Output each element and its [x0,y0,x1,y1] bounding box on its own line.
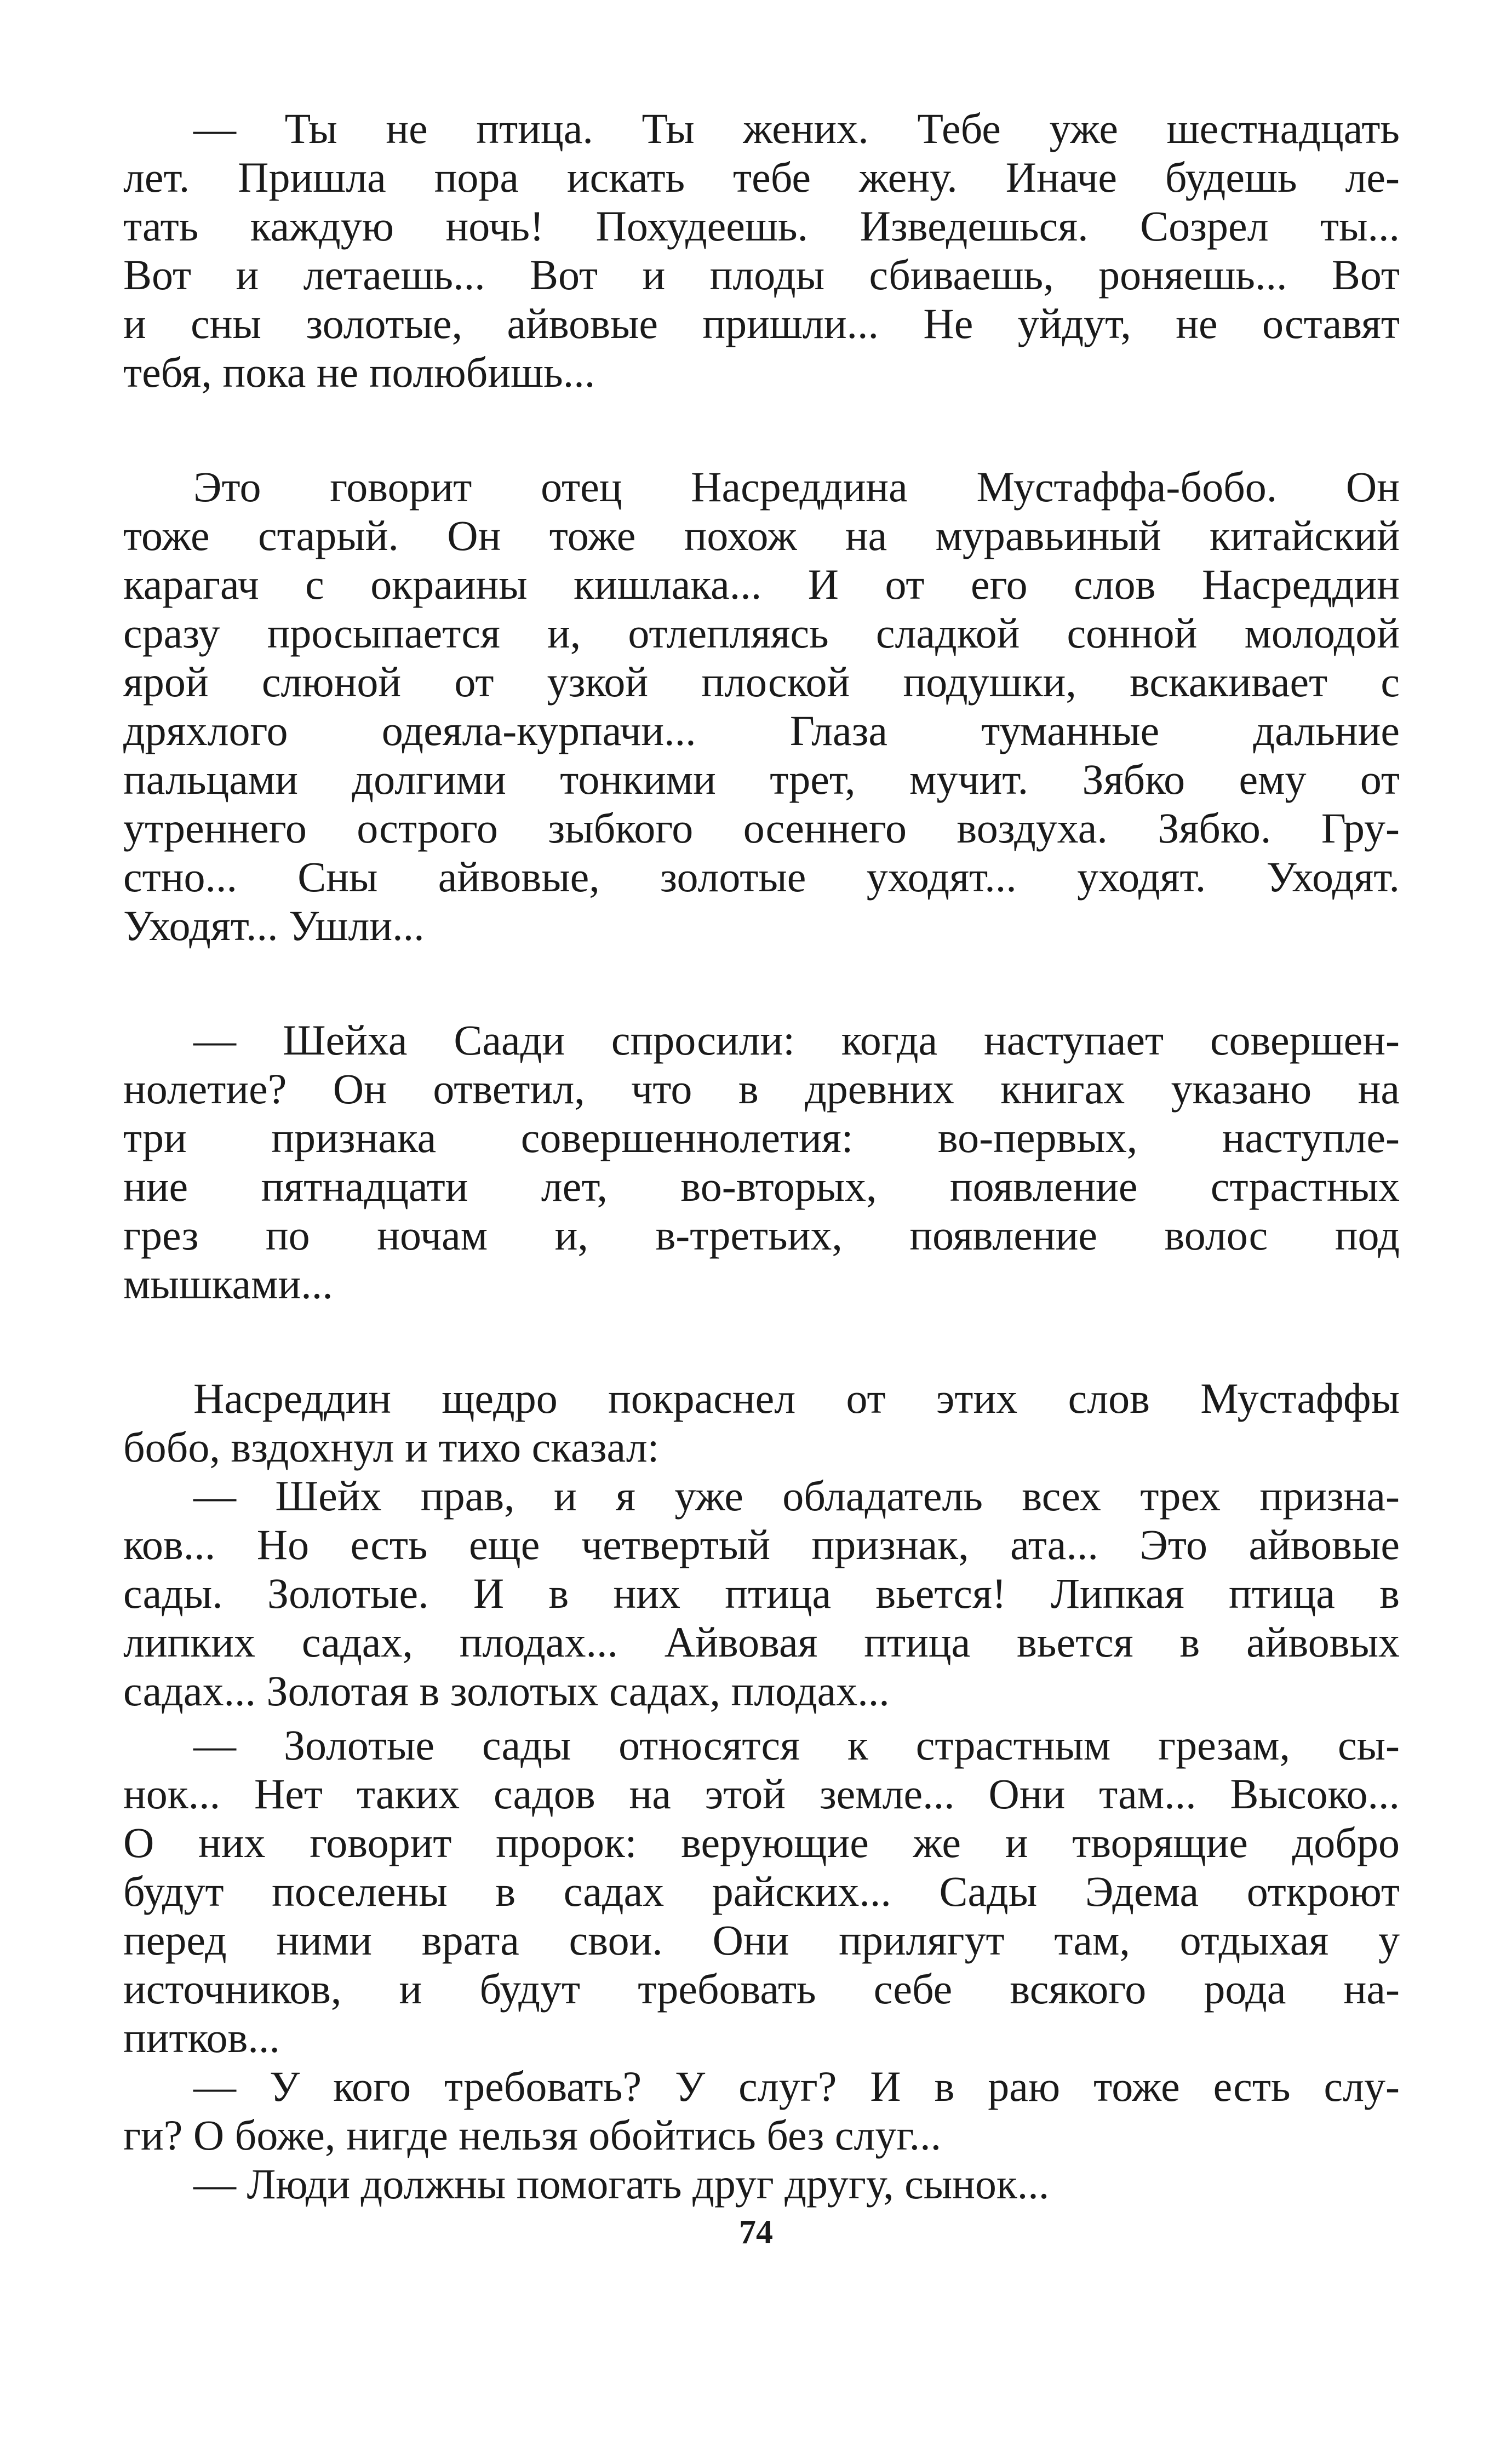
page-text [123,104,1400,2208]
text-line: карагач с окраины кишлака... И от его слов Насреддин [123,560,1400,608]
text-line: и сны золотые, айвовые пришли... Не уйдут, не оставят [123,300,1400,347]
text-line: тать каждую ночь! Похудеешь. Изведешься. Созрел ты... [123,202,1400,250]
text-line: Это говорит отец Насреддина Мустаффа-бобо. Он [193,463,1400,511]
paragraph-3 [123,1016,1400,1308]
text-line: сразу просыпается и, отлепляясь сладкой сонной молодой [123,609,1400,657]
text-line: нок... Нет таких садов на этой земле... Они там... Высоко... [123,1770,1400,1818]
paragraph-5 [123,1471,1400,1715]
text-line: липких садах, плодах... Айвовая птица вьется в айвовых [123,1618,1400,1666]
text-line: питков... [123,2014,280,2061]
text-line: ние пятнадцати лет, во-вторых, появление страстных [123,1162,1400,1210]
text-line: лет. Пришла пора искать тебе жену. Иначе будешь ле- [123,153,1400,201]
text-line: садах... Золотая в золотых садах, плодах... [123,1667,890,1715]
text-line: мышками... [123,1260,333,1308]
text-line: — У кого требовать? У слуг? И в раю тоже есть слу- [193,2062,1400,2110]
paragraph-8 [123,2159,1400,2208]
text-line: стно... Сны айвовые, золотые уходят... уходят. Уходят. [123,853,1400,901]
text-line: грез по ночам и, в-третьих, появление волос под [123,1211,1400,1259]
paragraph-7 [123,2062,1400,2159]
text-line: Вот и летаешь... Вот и плоды сбиваешь, роняешь... Вот [123,251,1400,299]
text-line: Насреддин щедро покраснел от этих слов Мустаффы [193,1374,1400,1422]
text-line: ги? О боже, нигде нельзя обойтись без слуг... [123,2111,942,2159]
text-line: — Шейх прав, и я уже обладатель всех трех призна- [193,1472,1400,1520]
text-line: — Шейха Саади спросили: когда наступает совершен- [193,1016,1400,1064]
text-line: дряхлого одеяла-курпачи... Глаза туманные дальние [123,707,1400,754]
text-line: О них говорит пророк: верующие же и творящие добро [123,1819,1400,1866]
text-line: пальцами долгими тонкими трет, мучит. Зябко ему от [123,755,1400,803]
text-line: ков... Но есть еще четвертый признак, ата... Это айвовые [123,1521,1400,1568]
paragraph-1 [123,104,1400,397]
text-line: три признака совершеннолетия: во-первых, наступле- [123,1114,1400,1161]
text-line: — Люди должны помогать друг другу, сынок... [193,2160,1050,2208]
text-line: тоже старый. Он тоже похож на муравьиный китайский [123,512,1400,559]
paragraph-2 [123,462,1400,950]
text-line: утреннего острого зыбкого осеннего воздуха. Зябко. Гру- [123,804,1400,852]
text-line: тебя, пока не полюбишь... [123,348,595,396]
page-number: 74 [739,2214,773,2251]
text-line: перед ними врата свои. Они прилягут там, отдыхая у [123,1916,1400,1964]
text-line: бобо, вздохнул и тихо сказал: [123,1423,660,1471]
text-line: нолетие? Он ответил, что в древних книгах указано на [123,1065,1400,1113]
paragraph-4 [123,1374,1400,1471]
text-line: будут поселены в садах райских... Сады Эдема откроют [123,1867,1400,1915]
text-line: сады. Золотые. И в них птица вьется! Липкая птица в [123,1569,1400,1617]
text-line: — Золотые сады относятся к страстным грезам, сы- [193,1721,1400,1769]
text-line: — Ты не птица. Ты жених. Тебе уже шестнадцать [193,105,1400,152]
text-line: источников, и будут требовать себе всякого рода на- [123,1965,1400,2013]
text-line: ярой слюной от узкой плоской подушки, вскакивает с [123,658,1400,706]
paragraph-6 [123,1721,1400,2062]
text-line: Уходят... Ушли... [123,902,425,949]
